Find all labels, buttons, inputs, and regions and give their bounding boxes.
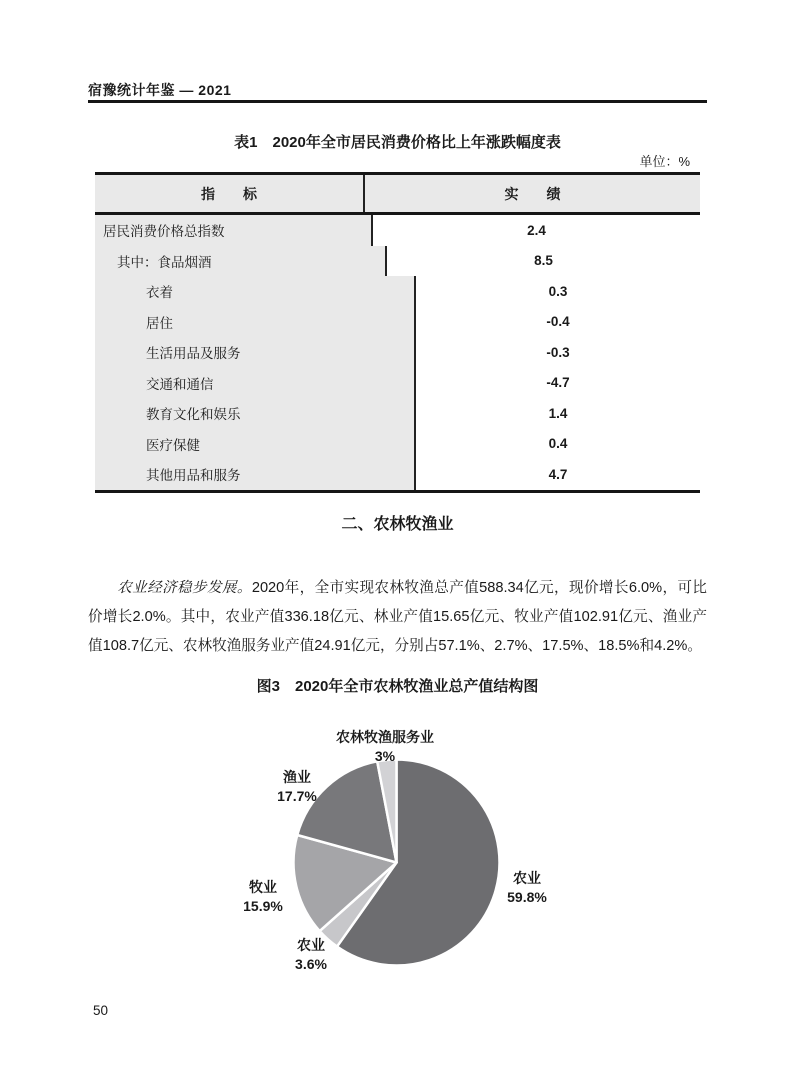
figure-title: 图3 2020年全市农林牧渔业总产值结构图 [256, 678, 539, 695]
header-rule [88, 100, 707, 103]
row-indicator: 交通和通信 [95, 368, 416, 399]
row-indicator: 教育文化和娱乐 [95, 398, 416, 429]
column-header-actual: 实 绩 [504, 185, 561, 202]
row-indicator: 其中：食品烟酒 [95, 246, 387, 277]
column-header-indicator: 指 标 [95, 175, 365, 212]
row-value: 0.4 [548, 436, 568, 452]
table-row [95, 459, 700, 490]
pie-label-name: 农业 [296, 937, 325, 953]
table-header-row [95, 175, 700, 215]
table-title: 表1 2020年全市居民消费价格比上年涨跌幅度表 [234, 134, 561, 151]
pie-label-name: 农业 [512, 870, 541, 886]
pie-label-name: 农林牧渔服务业 [336, 729, 434, 745]
pie-label-muye [243, 878, 283, 916]
pie-label-value: 15.9% [243, 898, 283, 914]
row-indicator: 医疗保健 [95, 429, 416, 460]
table-row [95, 368, 700, 399]
row-value: 1.4 [548, 405, 568, 421]
row-indicator: 其他用品和服务 [95, 459, 416, 490]
pie-label-yuye [277, 768, 317, 806]
pie-label-value: 17.7% [277, 788, 317, 804]
row-value: 2.4 [527, 222, 546, 238]
page-number: 50 [93, 1003, 109, 1018]
row-value: -0.3 [546, 344, 570, 360]
table-row [95, 307, 700, 338]
paragraph-body: 2020年，全市实现农林牧渔总产值588.34亿元，现价增长6.0%，可比价增长2.0%。其中，农业产值336.18亿元、林业产值15.65亿元、牧业产值102.91亿元、渔业产值108.7亿元、农林牧渔服务业产值24.91亿元，分别占57.1%、2.7%、17.5%、18.5%和4.2%。 [88, 579, 707, 654]
pie-label-name: 渔业 [282, 769, 311, 785]
row-value: -0.4 [546, 314, 570, 330]
pie-label-name: 牧业 [248, 879, 277, 895]
table-row [95, 246, 700, 277]
row-value: 0.3 [548, 283, 568, 299]
row-value: 4.7 [548, 466, 568, 482]
row-indicator: 居民消费价格总指数 [95, 215, 373, 246]
row-indicator: 生活用品及服务 [95, 337, 416, 368]
section-heading: 二、农林牧渔业 [341, 516, 454, 533]
table-row [95, 276, 700, 307]
table-row [95, 337, 700, 368]
table-unit-label: 单位：% [639, 154, 690, 169]
pie-label-value: 3% [374, 748, 396, 764]
pie-label-value: 3.6% [295, 956, 327, 972]
row-value: 8.5 [534, 253, 553, 269]
pie-label-nongye-bottom [295, 936, 327, 974]
pie-label-value: 59.8% [507, 889, 547, 905]
row-value: -4.7 [546, 375, 570, 391]
table-row [95, 429, 700, 460]
paragraph-lead: 农业经济稳步发展。 [117, 579, 252, 596]
pie-label-nongye-right [507, 869, 547, 907]
row-indicator: 衣着 [95, 276, 416, 307]
cpi-table [95, 172, 700, 493]
table-row [95, 215, 700, 246]
section-paragraph [88, 574, 707, 661]
table-row [95, 398, 700, 429]
row-indicator: 居住 [95, 307, 416, 338]
pie-label-fuwuye [336, 728, 434, 766]
page-header: 宿豫统计年鉴 — 2021 [88, 82, 232, 98]
table-body [95, 215, 700, 490]
